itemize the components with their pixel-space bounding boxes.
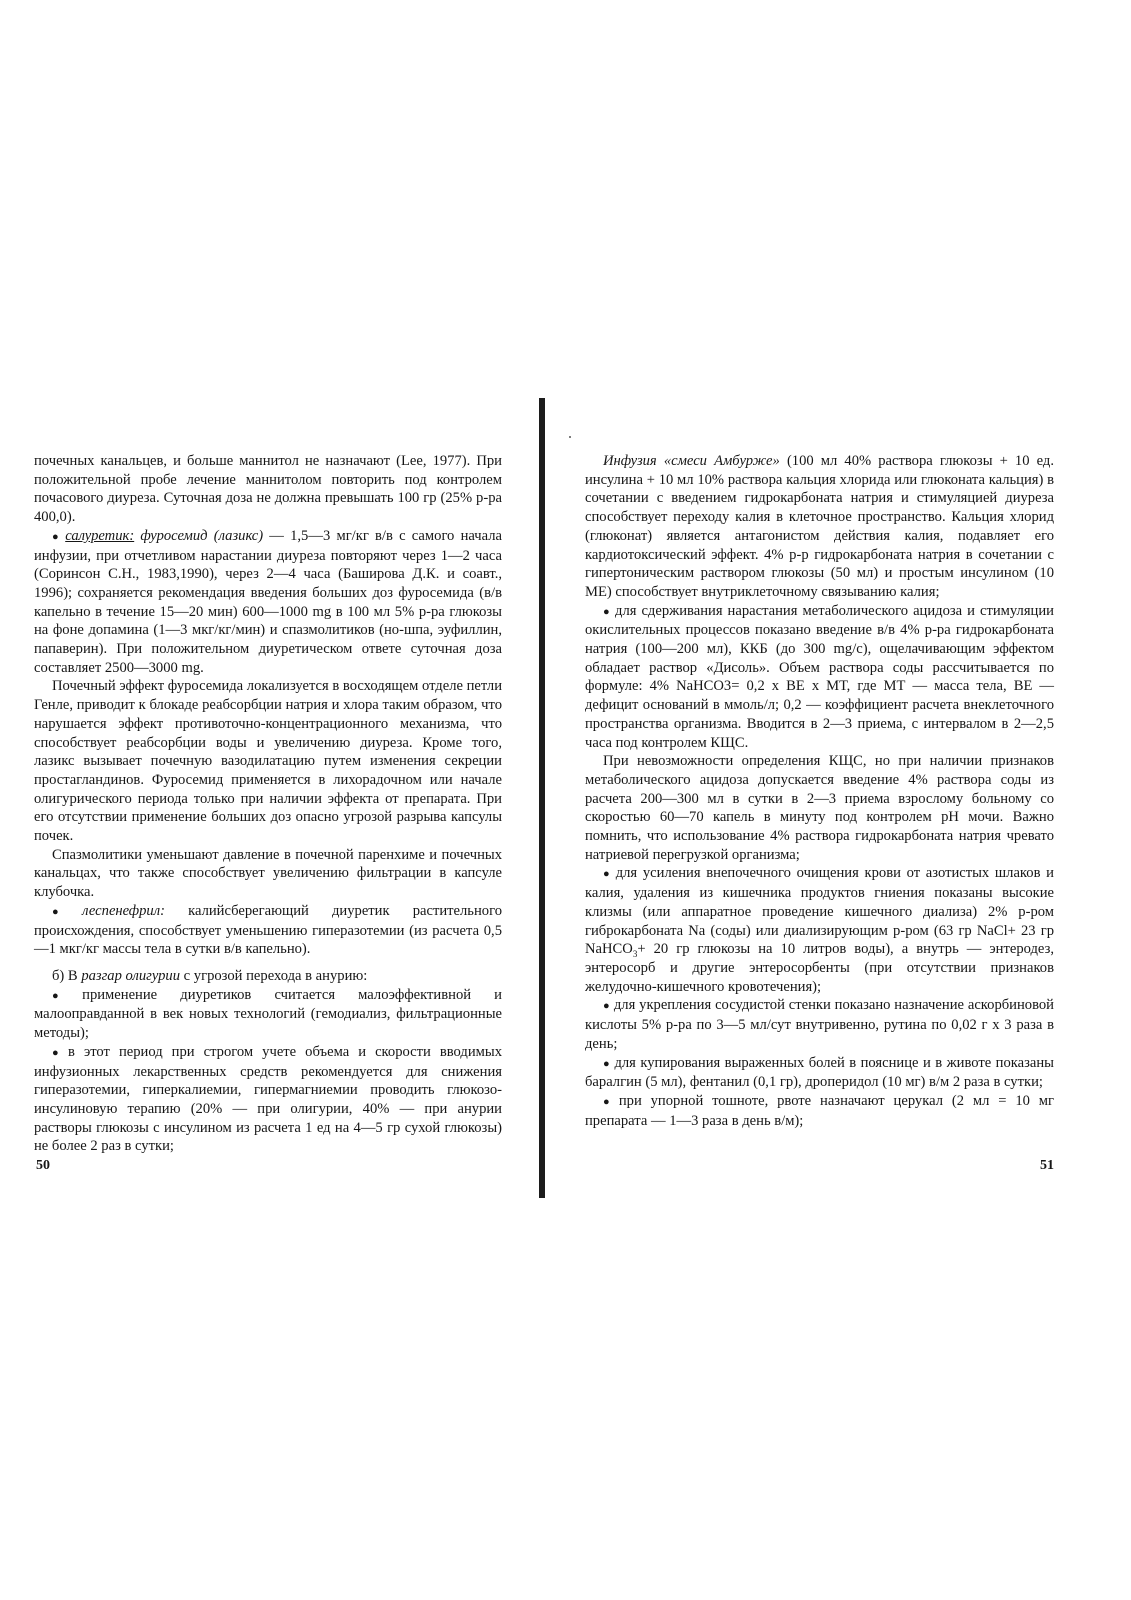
infusion-name: Инфузия «смеси Амбурже» [603, 453, 780, 469]
paragraph: Почечный эффект фуросемида локализуется в восходящем отделе петли Генле, приводит к блокаде реабсорбции натрия и хлора таким образом, что нарушается эффект противоточно-концентрационного механизма, что способствует реабсорбции воды и увеличению диуреза. Кроме того, лазикс вызывает почечную вазодилатацию путем изменения секреции простагландинов. Фуросемид применяется в лихорадочном или начале олигурического периода только при наличии эффекта от препарата. При его отсутствии применение больших доз опасно угрозой разрыва капсулы почек. [34, 678, 503, 845]
scan-speck [569, 436, 571, 438]
list-item-text: для сдерживания нарастания метаболического ацидоза и стимуляции окислительных процессов показано введение в/в 4% р-ра гидрокарбоната натрия (100—200 мл), ККБ (до 300 mg/с), ощелачивающим эффектом обладает раствор «Дисоль». Объем раствора соды рассчитывается по формуле: 4% NaHCO3= 0,2 х ВЕ х МТ, где МТ — масса тела, ВЕ — дефицит оснований в ммоль/л; 0,2 — коэффициент расчета внеклеточного пространства организма. Вводится в 2—3 приема, с интервалом в 2—2,5 часа под контролем КЩС. [585, 602, 1054, 751]
list-item-text: для укрепления сосудистой стенки показано назначение аскорбиновой кислоты 5% р-ра по 3—5 мл/сут внутривенно, рутина по 0,02 г х 3 раза в день; [585, 997, 1054, 1052]
section-heading [34, 967, 502, 986]
bullet-icon: ● [603, 1000, 610, 1013]
list-item-text: применение диуретиков считается малоэффективной и малооправданной в век новых технологий (гемодиализ, фильтрационные методы); [34, 986, 502, 1042]
saluretic-term: салуретик: [65, 527, 135, 544]
list-item [585, 1092, 1054, 1130]
bullet-icon: ● [52, 989, 79, 1002]
paragraph-text: (100 мл 40% раствора глюкозы + 10 ед. инсулина + 10 мл 10% раствора кальция хлорида или глюконата кальция) в сочетании с введением гидрокарбоната натрия и стимуляцией диуреза способствует переходу калия в клеточное пространство. Кальция хлорид (глюконат) является антагонистом действия калия, подавляет его кардиотоксический эффект. 4% р-р гидрокарбоната натрия в сочетании с гипертоническим раствором глюкозы (50 мл) и простым инсулином (10 МЕ) способствует внутриклеточному связыванию калия; [585, 453, 1054, 600]
paragraph: почечных канальцев, и больше маннитол не назначают (Lee, 1977). При положительной пробе лечение маннитолом повторить под контролем почасового диуреза. Суточная доза не должна превышать 100 гр (25% р-ра 400,0). [34, 453, 502, 526]
book-binding-gutter [539, 398, 545, 1198]
list-item [34, 986, 502, 1043]
bullet-icon: ● [603, 1057, 611, 1070]
list-item-text: в этот период при строгом учете объема и скорости вводимых инфузионных лекарственных средств рекомендуется для снижения гиперазотемии, гиперкалиемии, гипермагниемии проводить глюкозо-инсулиновую терапию (20% — при олигурии, 40% — при анурии растворы глюкозы с инсулином из расчета 1 ед на 4—5 гр сухой глюкозы) не более 2 раз в сутки; [34, 1043, 502, 1155]
paragraph-text: — 1,5—3 мг/кг в/в с самого начала инфузии, при отчетливом нарастании диуреза повторяют через 1—2 часа (Соринсон С.Н., 1983,1990), через 2—4 часа (Баширова Д.К. и соавт., 1996); сохраняется рекомендация введения больших доз фуросемида (в/в капельно в течение 15—20 мин) 600—1000 mg в 100 мл 5% р-ра глюкозы на фоне допамина (1—3 мкг/кг/мин) и спазмолитиков (но-шпа, эуфиллин, папаверин). При положительном диуретическом ответе суточная доза составляет 2500—3000 mg. [34, 527, 502, 676]
list-item-text: для усиления внепочечного очищения крови от азотистых шлаков и калия, удаления из кишечника продуктов гниения показаны высокие клизмы (или аппаратное проведение кишечного диализа) 2% р-ром гиброкарбоната Na (соды) или диализирующим р-ром (63 гр NaCl+ 23 гр NaHCO [585, 865, 1054, 958]
bullet-icon: ● [52, 1046, 65, 1059]
list-item [34, 1043, 502, 1156]
page-number-right: 51 [1040, 1158, 1054, 1173]
right-page [585, 452, 1054, 1130]
bullet-icon: ● [52, 905, 79, 918]
bullet-icon: ● [52, 530, 62, 543]
left-page [34, 452, 502, 1156]
paragraph-text: калийсберегающий диуретик растительного происхождения, способствует уменьшению гиперазотемии (из расчета 0,5—1 мкг/кг массы тела в сутки в/в капельно). [34, 902, 502, 958]
paragraph: При невозможности определения КЩС, но при наличии признаков метаболического ацидоза допускается введение 4% раствора соды из расчета 200—300 мл в сутки в 2—3 приема взрослому больному со скоростью 60—70 капель в минуту под контролем pH мочи. Важно помнить, что использование 4% раствора гидрокарбоната натрия чревато натриевой перегрузкой организма; [585, 753, 1054, 863]
list-item-text: при упорной тошноте, рвоте назначают церукал (2 мл = 10 мг препарата — 1—3 раза в день в/м); [585, 1092, 1054, 1129]
page-number-left: 50 [36, 1158, 50, 1173]
bullet-icon: ● [603, 605, 612, 618]
list-item [585, 996, 1054, 1053]
list-item-text-cont: + 20 гр глюкозы на 10 литров воды), а внутрь — энтеродез, энтеросорб и другие энтеросорбенты (при отсутствии признаков желудочно-кишечного кровотечения); [585, 941, 1054, 995]
list-item-text: для купирования выраженных болей в пояснице и в животе показаны баралгин (5 мл), фентанил (0,1 гр), дроперидол (10 мг) в/м 2 раза в сутки; [585, 1054, 1054, 1091]
paragraph-saluretic [34, 527, 502, 678]
drug-name: леспенефрил: [82, 902, 165, 919]
paragraph: Спазмолитики уменьшают давление в почечной паренхиме и почечных канальцах, что также способствует увеличению фильтрации в капсуле клубочка. [34, 846, 502, 901]
list-item [585, 864, 1054, 996]
heading-suffix: с угрозой перехода в анурию: [183, 967, 368, 984]
list-item [585, 1054, 1054, 1092]
heading-emphasis: разгар олигурии [81, 967, 181, 984]
paragraph-amburzhe [585, 452, 1054, 602]
list-item [585, 602, 1054, 753]
heading-prefix: б) В [52, 967, 78, 984]
drug-name: фуросемид (лазикс) [140, 527, 264, 544]
bullet-icon: ● [603, 868, 612, 881]
bullet-icon: ● [603, 1095, 615, 1108]
paragraph-lespenefril [34, 902, 502, 959]
subscript: 3 [632, 949, 638, 960]
